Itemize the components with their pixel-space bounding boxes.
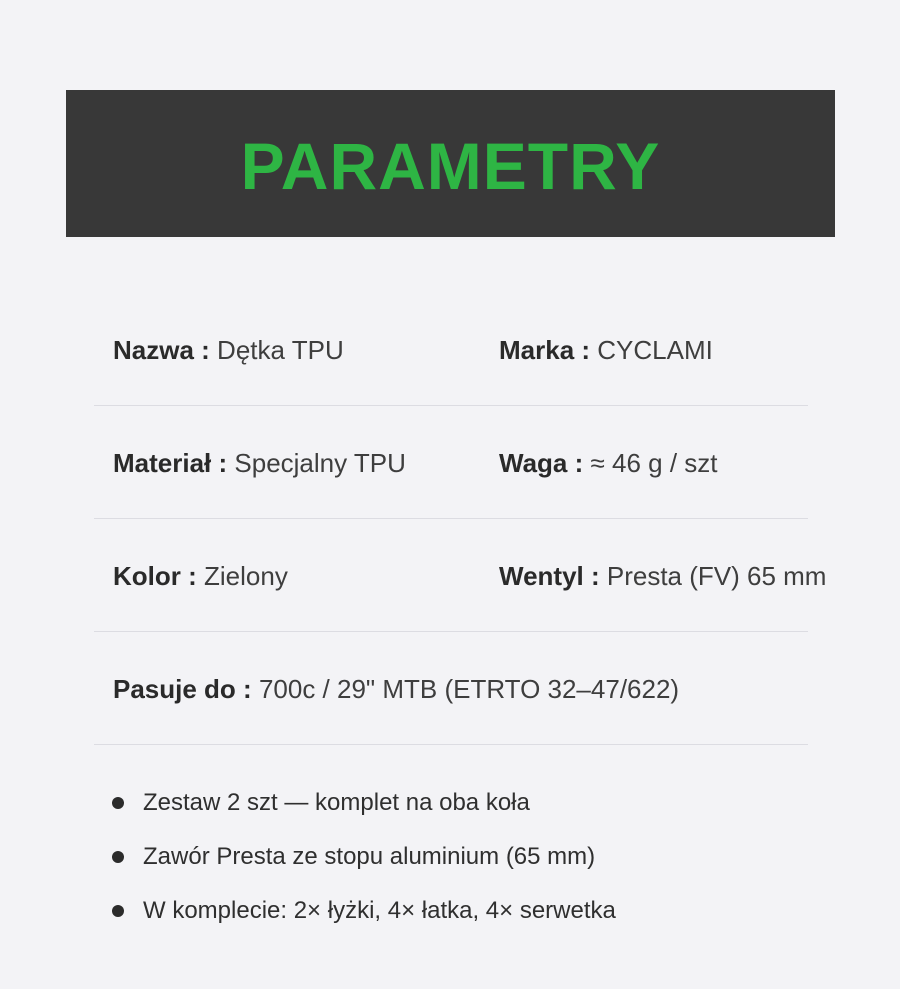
- spec-key: Marka :: [499, 335, 591, 365]
- spec-value: Presta (FV) 65 mm: [606, 561, 827, 591]
- spec-color: [113, 560, 288, 592]
- list-item: [112, 840, 616, 894]
- spec-value: Specjalny TPU: [234, 448, 406, 478]
- feature-text: Zawór Presta ze stopu aluminium (65 mm): [143, 843, 596, 870]
- spec-row: [94, 293, 808, 406]
- list-item: [112, 786, 616, 840]
- bullet-icon: [112, 797, 124, 809]
- page-title: PARAMETRY: [240, 128, 661, 203]
- title-banner: [66, 90, 835, 237]
- spec-row: [94, 519, 827, 632]
- feature-text: W komplecie: 2× łyżki, 4× łatka, 4× serwetka: [143, 897, 616, 924]
- feature-list: [112, 786, 616, 948]
- spec-row: [94, 632, 808, 745]
- spec-weight: [499, 447, 718, 479]
- spec-value: CYCLAMI: [597, 335, 713, 365]
- list-item: [112, 894, 616, 948]
- spec-value: Zielony: [204, 561, 288, 591]
- spec-key: Wentyl :: [499, 561, 600, 591]
- spec-fits: [113, 673, 679, 705]
- spec-key: Nazwa :: [113, 335, 210, 365]
- spec-table: [94, 293, 827, 745]
- spec-value: ≈ 46 g / szt: [590, 448, 718, 478]
- spec-valve: [499, 560, 826, 592]
- feature-text: Zestaw 2 szt — komplet na oba koła: [143, 789, 530, 816]
- spec-material: [113, 447, 406, 479]
- bullet-icon: [112, 851, 124, 863]
- spec-row: [94, 406, 808, 519]
- spec-name: [113, 334, 344, 366]
- spec-key: Pasuje do :: [113, 674, 252, 704]
- spec-value: Dętka TPU: [217, 335, 344, 365]
- spec-value: 700c / 29" MTB (ETRTO 32–47/622): [258, 674, 680, 704]
- spec-brand: [499, 334, 713, 366]
- spec-key: Materiał :: [113, 448, 228, 478]
- spec-key: Kolor :: [113, 561, 197, 591]
- spec-key: Waga :: [499, 448, 584, 478]
- bullet-icon: [112, 905, 124, 917]
